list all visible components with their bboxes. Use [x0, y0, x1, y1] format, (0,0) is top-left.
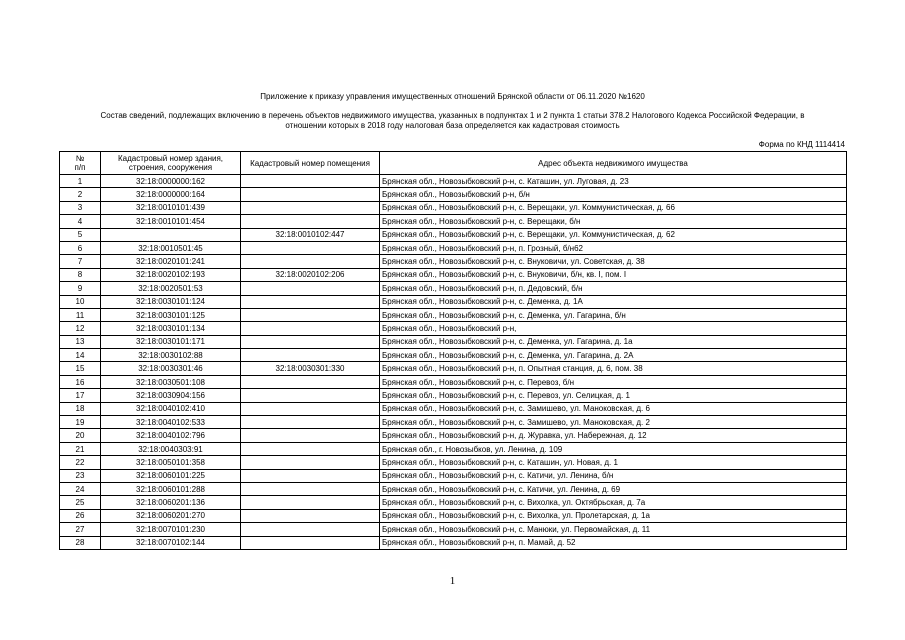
cell-room-cadastral: 32:18:0020102:206 — [241, 268, 380, 281]
table-row — [60, 429, 847, 442]
page-number: 1 — [449, 575, 456, 587]
cell-address: Брянская обл., Новозыбковский р-н, с. Верещаки, ул. Коммунистическая, д. 62 — [380, 228, 847, 241]
cell-address: Брянская обл., Новозыбковский р-н, с. Деменка, ул. Гагарина, б/н — [380, 308, 847, 321]
cell-room-cadastral — [241, 536, 380, 549]
cell-building-cadastral: 32:18:0000000:164 — [101, 188, 241, 201]
document-subtitle-line-2: отношении которых в 2018 году налоговая база определяется как кадастровая стоимость — [285, 121, 620, 130]
cell-building-cadastral: 32:18:0020102:193 — [101, 268, 241, 281]
cell-number: 15 — [60, 362, 101, 375]
cell-building-cadastral: 32:18:0030102:88 — [101, 349, 241, 362]
table-row — [60, 456, 847, 469]
cell-number: 5 — [60, 228, 101, 241]
cell-building-cadastral: 32:18:0010101:454 — [101, 215, 241, 228]
cell-number: 25 — [60, 496, 101, 509]
table-row — [60, 442, 847, 455]
cell-number: 20 — [60, 429, 101, 442]
column-header-building-line1: Кадастровый номер здания, — [117, 154, 224, 163]
cell-address: Брянская обл., Новозыбковский р-н, п. Грозный, б/н62 — [380, 241, 847, 254]
cell-number: 10 — [60, 295, 101, 308]
cell-room-cadastral — [241, 335, 380, 348]
cell-building-cadastral: 32:18:0030501:108 — [101, 375, 241, 388]
cell-number: 4 — [60, 215, 101, 228]
cell-address: Брянская обл., Новозыбковский р-н, с. Внуковичи, ул. Советская, д. 38 — [380, 255, 847, 268]
table-row — [60, 469, 847, 482]
cell-number: 14 — [60, 349, 101, 362]
cell-address: Брянская обл., Новозыбковский р-н, п. Опытная станция, д. 6, пом. 38 — [380, 362, 847, 375]
cell-building-cadastral: 32:18:0040303:91 — [101, 442, 241, 455]
cell-building-cadastral: 32:18:0000000:162 — [101, 175, 241, 188]
cell-building-cadastral: 32:18:0040102:533 — [101, 416, 241, 429]
cell-room-cadastral — [241, 375, 380, 388]
table-row — [60, 215, 847, 228]
cell-room-cadastral — [241, 188, 380, 201]
table-row — [60, 188, 847, 201]
cell-address: Брянская обл., Новозыбковский р-н, — [380, 322, 847, 335]
cell-address: Брянская обл., Новозыбковский р-н, с. Внуковичи, б/н, кв. I, пом. I — [380, 268, 847, 281]
table-row — [60, 402, 847, 415]
cell-address: Брянская обл., Новозыбковский р-н, с. Верещаки, ул. Коммунистическая, д. 66 — [380, 201, 847, 214]
column-header-address: Адрес объекта недвижимого имущества — [380, 152, 847, 175]
cell-address: Брянская обл., Новозыбковский р-н, п. Мамай, д. 52 — [380, 536, 847, 549]
cell-number: 21 — [60, 442, 101, 455]
cell-address: Брянская обл., Новозыбковский р-н, с. Верещаки, б/н — [380, 215, 847, 228]
cell-number: 6 — [60, 241, 101, 254]
cell-room-cadastral: 32:18:0010102:447 — [241, 228, 380, 241]
table-row — [60, 362, 847, 375]
cell-building-cadastral — [101, 228, 241, 241]
document-subtitle-line-1: Состав сведений, подлежащих включению в перечень объектов недвижимого имущества, указанных в подпунктах 1 и 2 пункта 1 статьи 378.2 Налогового Кодекса Российской Федерации, в — [100, 111, 805, 120]
cell-room-cadastral — [241, 175, 380, 188]
cell-room-cadastral — [241, 295, 380, 308]
cell-address: Брянская обл., Новозыбковский р-н, с. Манюки, ул. Первомайская, д. 11 — [380, 523, 847, 536]
cell-address: Брянская обл., Новозыбковский р-н, с. Деменка, д. 1А — [380, 295, 847, 308]
cell-building-cadastral: 32:18:0030101:171 — [101, 335, 241, 348]
table-row — [60, 228, 847, 241]
cell-address: Брянская обл., Новозыбковский р-н, с. Перевоз, ул. Селицкая, д. 1 — [380, 389, 847, 402]
cell-number: 22 — [60, 456, 101, 469]
table-row — [60, 241, 847, 254]
cell-building-cadastral: 32:18:0030101:125 — [101, 308, 241, 321]
cell-room-cadastral — [241, 496, 380, 509]
cell-number: 27 — [60, 523, 101, 536]
cell-room-cadastral — [241, 402, 380, 415]
table-row — [60, 536, 847, 549]
column-header-number-line1: № — [75, 154, 85, 163]
table-row — [60, 523, 847, 536]
cell-address: Брянская обл., Новозыбковский р-н, с. Замишево, ул. Маноковская, д. 2 — [380, 416, 847, 429]
column-header-number-line2: п/п — [74, 163, 86, 172]
cell-room-cadastral — [241, 416, 380, 429]
cell-address: Брянская обл., Новозыбковский р-н, с. Каташин, ул. Новая, д. 1 — [380, 456, 847, 469]
cell-building-cadastral: 32:18:0060201:270 — [101, 509, 241, 522]
cell-room-cadastral: 32:18:0030301:330 — [241, 362, 380, 375]
table-row — [60, 282, 847, 295]
property-table — [59, 151, 847, 550]
table-row — [60, 509, 847, 522]
cell-number: 7 — [60, 255, 101, 268]
table-row — [60, 482, 847, 495]
cell-room-cadastral — [241, 322, 380, 335]
table-row — [60, 496, 847, 509]
cell-number: 13 — [60, 335, 101, 348]
cell-number: 19 — [60, 416, 101, 429]
table-body — [60, 175, 847, 550]
cell-building-cadastral: 32:18:0070101:230 — [101, 523, 241, 536]
table-row — [60, 389, 847, 402]
table-header — [60, 152, 847, 175]
cell-number: 11 — [60, 308, 101, 321]
cell-number: 2 — [60, 188, 101, 201]
appendix-title: Приложение к приказу управления имущественных отношений Брянской области от 06.11.2020 №1620 — [260, 92, 645, 101]
cell-room-cadastral — [241, 349, 380, 362]
column-header-room: Кадастровый номер помещения — [241, 152, 380, 175]
table-row — [60, 295, 847, 308]
cell-building-cadastral: 32:18:0050101:358 — [101, 456, 241, 469]
cell-building-cadastral: 32:18:0060101:288 — [101, 482, 241, 495]
table-row — [60, 175, 847, 188]
cell-building-cadastral: 32:18:0010101:439 — [101, 201, 241, 214]
table-row — [60, 268, 847, 281]
cell-building-cadastral: 32:18:0030101:134 — [101, 322, 241, 335]
cell-building-cadastral: 32:18:0010501:45 — [101, 241, 241, 254]
cell-room-cadastral — [241, 456, 380, 469]
cell-room-cadastral — [241, 255, 380, 268]
cell-address: Брянская обл., Новозыбковский р-н, б/н — [380, 188, 847, 201]
table-row — [60, 349, 847, 362]
cell-number: 17 — [60, 389, 101, 402]
table-row — [60, 308, 847, 321]
cell-number: 28 — [60, 536, 101, 549]
cell-building-cadastral: 32:18:0030101:124 — [101, 295, 241, 308]
column-header-building-line2: строения, сооружения — [128, 163, 213, 172]
cell-building-cadastral: 32:18:0040102:410 — [101, 402, 241, 415]
cell-room-cadastral — [241, 429, 380, 442]
cell-room-cadastral — [241, 241, 380, 254]
cell-room-cadastral — [241, 201, 380, 214]
cell-room-cadastral — [241, 509, 380, 522]
cell-address: Брянская обл., Новозыбковский р-н, с. Деменка, ул. Гагарина, д. 1а — [380, 335, 847, 348]
cell-address: Брянская обл., Новозыбковский р-н, с. Катичи, ул. Ленина, б/н — [380, 469, 847, 482]
cell-room-cadastral — [241, 523, 380, 536]
cell-room-cadastral — [241, 469, 380, 482]
cell-address: Брянская обл., г. Новозыбков, ул. Ленина, д. 109 — [380, 442, 847, 455]
cell-address: Брянская обл., Новозыбковский р-н, с. Замишево, ул. Маноковская, д. 6 — [380, 402, 847, 415]
cell-room-cadastral — [241, 282, 380, 295]
cell-room-cadastral — [241, 389, 380, 402]
cell-number: 9 — [60, 282, 101, 295]
cell-room-cadastral — [241, 308, 380, 321]
cell-number: 26 — [60, 509, 101, 522]
form-code: Форма по КНД 1114414 — [758, 140, 845, 149]
cell-building-cadastral: 32:18:0070102:144 — [101, 536, 241, 549]
cell-number: 1 — [60, 175, 101, 188]
cell-building-cadastral: 32:18:0030904:156 — [101, 389, 241, 402]
cell-building-cadastral: 32:18:0030301:46 — [101, 362, 241, 375]
column-header-building — [101, 152, 241, 175]
cell-number: 18 — [60, 402, 101, 415]
cell-building-cadastral: 32:18:0060101:225 — [101, 469, 241, 482]
cell-address: Брянская обл., Новозыбковский р-н, с. Деменка, ул. Гагарина, д. 2А — [380, 349, 847, 362]
cell-room-cadastral — [241, 442, 380, 455]
table-row — [60, 255, 847, 268]
cell-building-cadastral: 32:18:0040102:796 — [101, 429, 241, 442]
cell-address: Брянская обл., Новозыбковский р-н, с. Перевоз, б/н — [380, 375, 847, 388]
cell-address: Брянская обл., Новозыбковский р-н, с. Вихолка, ул. Октябрьская, д. 7а — [380, 496, 847, 509]
cell-number: 3 — [60, 201, 101, 214]
cell-number: 24 — [60, 482, 101, 495]
cell-address: Брянская обл., Новозыбковский р-н, п. Дедовский, б/н — [380, 282, 847, 295]
cell-building-cadastral: 32:18:0060201:136 — [101, 496, 241, 509]
cell-building-cadastral: 32:18:0020501:53 — [101, 282, 241, 295]
table-row — [60, 201, 847, 214]
table-row — [60, 335, 847, 348]
cell-room-cadastral — [241, 482, 380, 495]
cell-number: 23 — [60, 469, 101, 482]
cell-number: 12 — [60, 322, 101, 335]
table-row — [60, 322, 847, 335]
cell-address: Брянская обл., Новозыбковский р-н, с. Вихолка, ул. Пролетарская, д. 1а — [380, 509, 847, 522]
column-header-number — [60, 152, 101, 175]
table-row — [60, 416, 847, 429]
cell-number: 16 — [60, 375, 101, 388]
cell-address: Брянская обл., Новозыбковский р-н, с. Катичи, ул. Ленина, д. 69 — [380, 482, 847, 495]
cell-number: 8 — [60, 268, 101, 281]
table-row — [60, 375, 847, 388]
cell-building-cadastral: 32:18:0020101:241 — [101, 255, 241, 268]
cell-address: Брянская обл., Новозыбковский р-н, с. Каташин, ул. Луговая, д. 23 — [380, 175, 847, 188]
cell-room-cadastral — [241, 215, 380, 228]
cell-address: Брянская обл., Новозыбковский р-н, д. Журавка, ул. Набережная, д. 12 — [380, 429, 847, 442]
